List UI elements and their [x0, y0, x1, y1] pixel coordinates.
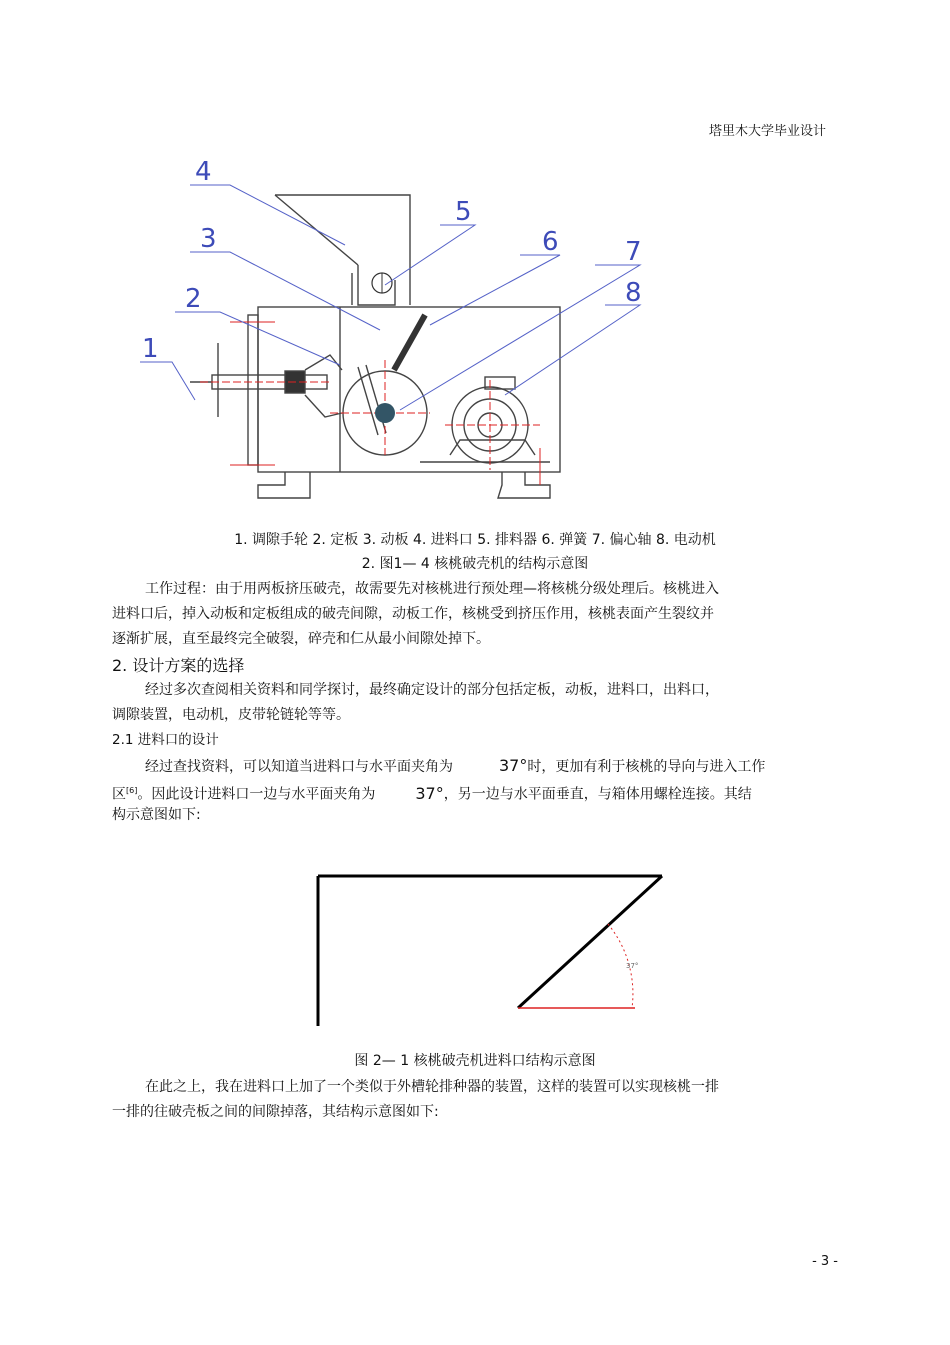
- paragraph-line: 进料口后，掉入动板和定板组成的破壳间隙，动板工作，核桃受到挤压作用，核桃表面产生裂纹并: [112, 606, 714, 622]
- paragraph-line: [145, 753, 765, 780]
- callout-5: 5: [455, 197, 472, 227]
- text-run: 经过查找资料，可以知道当进料口与水平面夹角为: [145, 759, 453, 775]
- paragraph-line: 经过多次查阅相关资料和同学探讨，最终确定设计的部分包括定板，动板，进料口，出料口，: [145, 682, 719, 698]
- text-run: 。因此设计进料口一边与水平面夹角为: [137, 786, 376, 803]
- running-header: 塔里木大学毕业设计: [708, 124, 826, 139]
- paragraph-line: 在此之上，我在进料口上加了一个类似于外槽轮排种器的装置，这样的装置可以实现核桃一排: [145, 1079, 719, 1095]
- angle-value: 37°: [499, 756, 528, 775]
- text-run: 时，更加有利于核桃的导向与进入工作: [527, 759, 766, 775]
- paragraph-line: 构示意图如下:: [112, 807, 201, 823]
- angle-label: 37°: [626, 962, 639, 970]
- text-run: 区: [112, 786, 126, 803]
- callout-2: 2: [185, 284, 202, 314]
- paragraph-line: 一排的往破壳板之间的间隙掉落，其结构示意图如下:: [112, 1104, 439, 1120]
- section-heading: 2. 设计方案的选择: [112, 656, 245, 675]
- paragraph-line: 调隙装置，电动机，皮带轮链轮等等。: [112, 707, 350, 723]
- walnut-cracker-schematic: [130, 155, 660, 510]
- callout-3: 3: [200, 224, 217, 254]
- figure2-caption: 图 2— 1 核桃破壳机进料口结构示意图: [354, 1053, 596, 1069]
- paragraph-line: 逐渐扩展，直至最终完全破裂，碎壳和仁从最小间隙处掉下。: [112, 631, 490, 647]
- callout-7: 7: [625, 237, 642, 267]
- callout-8: 8: [625, 278, 642, 308]
- inlet-structure-diagram: [310, 868, 670, 1033]
- paragraph-line: [112, 778, 752, 808]
- reference-marker: [6]: [126, 786, 138, 795]
- subsection-heading: 2.1 进料口的设计: [112, 732, 219, 748]
- angle-value: 37°: [415, 783, 444, 803]
- callout-4: 4: [195, 157, 212, 187]
- figure1-legend: 1. 调隙手轮 2. 定板 3. 动板 4. 进料口 5. 排料器 6. 弹簧 7. 偏心轴 8. 电动机: [234, 532, 716, 548]
- figure1-caption: 2. 图1— 4 核桃破壳机的结构示意图: [361, 556, 589, 572]
- page-number: - 3 -: [812, 1254, 838, 1269]
- paragraph-line: 工作过程：由于用两板挤压破壳，故需要先对核桃进行预处理—将核桃分级处理后。核桃进入: [145, 581, 719, 597]
- callout-1: 1: [142, 334, 159, 364]
- text-run: ，另一边与水平面垂直，与箱体用螺栓连接。其结: [443, 786, 752, 803]
- callout-6: 6: [542, 227, 559, 257]
